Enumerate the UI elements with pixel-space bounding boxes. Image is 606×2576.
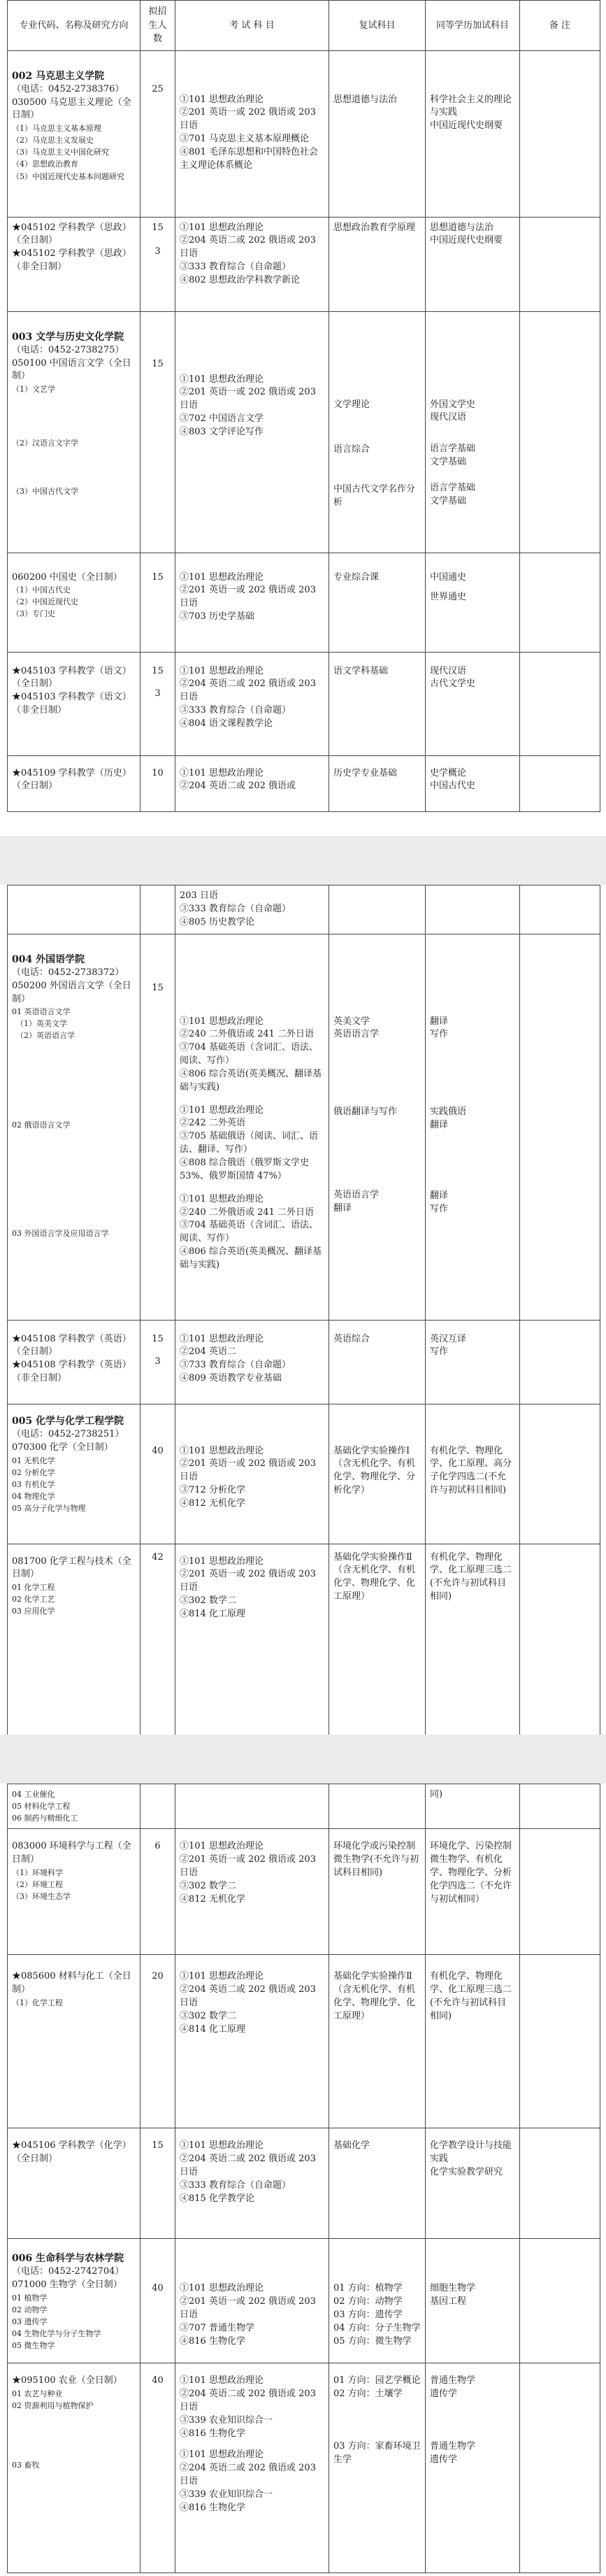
table-row: 006 生命科学与农林学院 （电话：0452-2742704） 071000 生物学（全日制） 01 植物学 02 动物学 03 遗传学 04 生物化学与分子生物学 05 微生物学 40 ①101 思想政治理论 ②201 英语一或 202 俄语或 203 日语 ③707 普通生物学 ④816 生物化学 01 方向：植物学 02 方向：动物学 03 方向：遗传学 04 方向：分子生物学 05 方向：微生物学 细胞生物学 基因工程 [8,2239,600,2363]
direction: 03 有机化学 [12,1479,55,1489]
page-1 [0,0,606,836]
page-separator [0,1735,606,1784]
major-name: 060200 中国史（全日制） [12,571,122,583]
table-row: ★045109 学科教学（历史）（全日制） 10 ①101 思想政治理论 ②204 英语二或 202 俄语或 历史学专业基础 史学概论 中国古代史 [8,755,600,811]
major-name: 050200 外国语言文学（全日制） [12,980,131,1004]
direction: （3）环境生态学 [12,1891,71,1901]
direction: （2）汉语言文字学 [12,439,78,448]
major-cell [8,50,140,217]
direction: （1）中国古代史 [12,585,71,595]
retest-cell: 思想道德与法治 [329,50,426,217]
table-row: ★045108 学科教学（英语）（全日制） ★045108 学科教学（英语）（非全日制） 15 3 ①101 思想政治理论 ②204 英语二 ③733 教育综合（自命题） ④809 英语教学专业基础 英语综合 英汉互译 写作 [8,1320,600,1404]
table-row: 083000 环境科学与工程（全日制） （1）环境科学 （2）环境工程 （3）环境生态学 6 ①101 思想政治理论 ②201 英语一或 202 俄语或 203 日语 ③302 数学二 ④812 无机化学 环境化学或污染控制微生物学(不允许与初试科目相同) 环境化学、污染控制微生物学、有机化学、物理化学、分析化学四选二（不允许与初试相同） [8,1829,600,1955]
major-name: ★045108 学科教学（英语）（全日制） [12,1333,131,1358]
table-row: ★045102 学科教学（思政）（全日制） ★045102 学科教学（思政）（非全日制） 15 3 ①101 思想政治理论 ②204 英语二或 202 俄语或 203 日语 ③333 教育综合（自命题） ④802 思想政治学科教学新论 思想政治教育学原理 思想道德与法治 中国近现代史纲要 [8,217,600,311]
direction: 02 分析化学 [12,1467,55,1477]
direction: 01 无机化学 [12,1456,55,1465]
catalog-table-2 [7,885,600,1744]
major-name: 071000 生物学（全日制） [12,2279,122,2291]
table-row: 081700 化学工程与技术（全日制） 01 化学工程 02 化学工艺 03 应用化学 42 ①101 思想政治理论 ②201 英语一或 202 俄语或 203 日语 ③302 数学二 ④814 化工原理 基础化学实验操作Ⅱ（含无机化学、有机化学、物理化学、化工原理） 有机化学、物理化学、化工原理三选二(不允许与初试科目相同) [8,1544,600,1743]
direction: （3）专门史 [12,609,55,619]
direction: （4）思想政治教育 [12,159,78,169]
major-name: ★085600 材料与化工（全日制） [12,1971,131,1995]
direction: 03 遗传学 [12,2317,48,2327]
enroll-cell: 25 [140,50,175,217]
major-name: ★045109 学科教学（历史）（全日制） [12,767,131,792]
header-note: 备 注 [520,1,600,51]
table-row: ★045106 学科教学（化学）（全日制） 15 ①101 思想政治理论 ②204 英语二或 202 俄语或 203 日语 ③333 教育综合（自命题） ④815 化学教学论 基础化学 化学教学设计与技能实践 化学实验教学研究 [8,2128,600,2239]
direction: 03 畜牧 [12,2461,40,2470]
direction: （2）环境工程 [12,1879,63,1889]
direction: （2）马克思主义发展史 [12,136,94,145]
note-cell [520,50,600,217]
page-separator [0,836,606,885]
dept-phone: （电话：0452-2742704） [12,2266,124,2277]
major-name: ★095100 农业（全日制） [12,2375,122,2386]
table-row: ★095100 农业（全日制） 01 农艺与种业 02 资源利用与植物保护 03 畜牧 40 ①101 思想政治理论 ②204 英语二或 202 俄语或 203 日语 ③339 农业知识综合一 ④816 生物化学 ①101 思想政治理论 ②204 英语二或 202 俄语或 203 日语 ③339 农业知识综合一 ④816 生物化学 01 方向：园艺学概论 02 方向：土壤学 03 方向：家畜环境卫生学 普通生物学 遗传学 普通生物学 遗传学 [8,2363,600,2573]
page-3 [0,1784,606,2576]
extra-cell: 科学社会主义的理论与实践 中国近现代史纲要 [426,50,520,217]
direction: 01 英语语言文学 [12,1007,71,1017]
major-name: ★045103 学科教学（语文）（全日制） [12,665,131,690]
major-name: ★045102 学科教学（思政）（非全日制） [12,248,131,273]
table-row: ★045103 学科教学（语文）（全日制） ★045103 学科教学（语文）（非全日制） 15 3 ①101 思想政治理论 ②204 英语二或 202 俄语或 203 日语 ③333 教育综合（自命题） ④804 语文课程教学论 语文学科基础 现代汉语 古代文学史 [8,652,600,755]
major-name: ★045106 学科教学（化学）（全日制） [12,2140,131,2164]
major-name: 083000 环境科学与工程（全日制） [12,1841,131,1865]
major-name: ★045103 学科教学（语文）（非全日制） [12,692,131,716]
table-row: 003 文学与历史文化学院 （电话：0452-2738275） 050100 中国语言文学（全日制） （1）文艺学 （2）汉语言文字学 （3）中国古代文学 15 ①101 思想政治理论 ②201 英语一或 202 俄语或 203 日语 ③702 中国语言文学 ④803 文学评论写作 文学理论 语言综合 中国古代文学名作分析 外国文学史 现代汉语 语言学基础 文学基础 语言学基础 文学基础 [8,311,600,553]
header-extra: 同等学历加试科目 [426,1,520,51]
direction: 06 制药与精细化工 [12,1814,78,1823]
direction: 02 俄语语言文学 [12,1120,71,1130]
table-row: ★085600 材料与化工（全日制） （1）化学工程 20 ①101 思想政治理论 ②204 英语二或 202 俄语或 203 日语 ③302 数学二 ④814 化工原理 基础化学实验操作Ⅱ（含无机化学、有机化学、物理化学、化工原理） 有机化学、物理化学、化工原理三选二(不允许与初试科目相同) [8,1955,600,2128]
direction: 04 生物化学与分子生物学 [12,2329,101,2339]
direction: 04 工业催化 [12,1790,55,1799]
direction: 02 动物学 [12,2305,48,2315]
page-2 [0,885,606,1735]
exam-cell: ①101 思想政治理论 ②201 英语一或 202 俄语或 203 日语 ③701 马克思主义基本原理概论 ④801 毛泽东思想和中国特色社会主义理论体系概论 [175,50,329,217]
dept-phone: （电话：0452-2738372） [12,967,124,978]
dept-title: 003 文学与历史文化学院 [12,331,124,343]
major-name: 070300 化学（全日制） [12,1442,113,1453]
catalog-table-3 [7,1784,600,2573]
direction: 01 农艺与种业 [12,2389,63,2398]
dept-title: 005 化学与化学工程学院 [12,1415,124,1427]
direction: （2）中国近现代史 [12,597,78,607]
header-exam: 考 试 科 目 [175,1,329,51]
catalog-table-1 [7,0,600,812]
direction: 01 化学工程 [12,1583,55,1593]
dept-phone: （电话：0452-2738376） [12,83,124,94]
dept-title: 002 马克思主义学院 [12,70,105,82]
major-name: 030500 马克思主义理论（全日制） [12,97,131,121]
major-name: 081700 化学工程与技术（全日制） [12,1556,131,1580]
direction: 02 资源利用与植物保护 [12,2401,94,2411]
direction: （1）文艺学 [12,385,55,394]
dept-phone: （电话：0452-2738275） [12,344,124,355]
direction: 04 物理化学 [12,1491,55,1501]
direction: 03 外国语言学及应用语言学 [12,1228,109,1238]
header-enroll: 拟招生人数 [140,1,175,51]
major-name: ★045102 学科教学（思政）（全日制） [12,222,131,246]
direction: 05 高分子化学与物理 [12,1503,86,1513]
direction: （5）中国近现代史基本问题研究 [12,171,124,181]
header-major: 专业代码、名称及研究方向 [8,1,140,51]
table-row: 04 工业催化 05 材料化学工程 06 制药与精细化工 同) [8,1784,600,1829]
major-name: ★045108 学科教学（英语）（非全日制） [12,1360,131,1384]
table-row: 005 化学与化学工程学院 （电话：0452-2738251） 070300 化学（全日制） 01 无机化学 02 分析化学 03 有机化学 04 物理化学 05 高分子化学与物理 40 ①101 思想政治理论 ②201 英语一或 202 俄语或 203 日语 ③712 分析化学 ④812 无机化学 基础化学实验操作Ⅰ（含无机化学、有机化学、物理化学、分析化学） 有机化学、物理化学、化工原理、高分子化学四选二(不允许与初试科目相同) [8,1404,600,1544]
direction: 03 应用化学 [12,1607,55,1616]
table-row: 203 日语 ③333 教育综合（自命题） ④805 历史教学论 [8,885,600,934]
direction: 05 微生物学 [12,2341,55,2351]
direction: （1）马克思主义基本原理 [12,124,101,134]
table-row [8,50,600,217]
direction: 02 化学工艺 [12,1595,55,1604]
dept-title: 006 生命科学与农林学院 [12,2253,124,2265]
major-name: 050100 中国语言文学（全日制） [12,357,131,382]
direction: （3）马克思主义中国化研究 [12,148,109,157]
direction: （3）中国古代文学 [12,487,78,497]
table-header-row [8,1,600,51]
table-row: 004 外国语学院 （电话：0452-2738372） 050200 外国语言文学（全日制） 01 英语语言文学 （1）英美文学 （2）英语语言学 02 俄语语言文学 03 外国语言学及应用语言学 15 ①101 思想政治理论 ②240 二外俄语或 241 二外日语 ③704 基础英语（含词汇、语法、阅读、写作） ④806 综合英语(英美概况、翻译基础与实践) ①101 思想政治理论 ②242 二外英语 ③705 基础俄语（阅读、词汇、语法、翻译、写作） ④808 综合俄语（俄罗斯文学史 53%、俄罗斯国情 47%） ①101 思想政治理论 ②240 二外俄语或 241 二外日语 ③704 基础英语（含词汇、语法、阅读、写作） ④806 综合英语(英美概况、翻译基础与实践) 英美文学 英语语言学 俄语翻译与写作 英语语言学 翻译 翻译 写作 实践俄语 翻译 翻译 写作 [8,934,600,1320]
direction: （1）化学工程 [12,1998,63,2007]
table-row: 060200 中国史（全日制） （1）中国古代史 （2）中国近现代史 （3）专门史 15 ①101 思想政治理论 ②201 英语一或 202 俄语或 203 日语 ③703 历史学基础 专业综合课 中国通史 世界通史 [8,553,600,652]
dept-phone: （电话：0452-2738251） [12,1428,124,1439]
direction: 05 材料化学工程 [12,1802,71,1812]
dept-title: 004 外国语学院 [12,953,85,965]
direction: （1）环境科学 [12,1867,63,1877]
direction: 01 植物学 [12,2293,48,2303]
header-retest: 复试科目 [329,1,426,51]
